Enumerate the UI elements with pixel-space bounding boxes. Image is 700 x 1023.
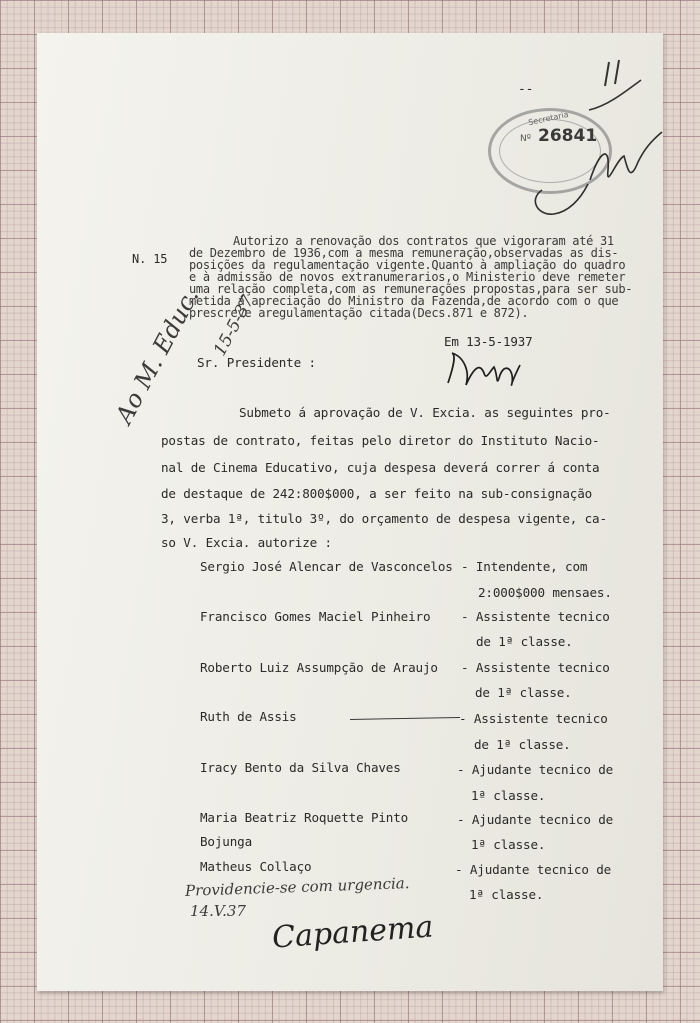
staff-role: - Assistente tecnico [461,660,610,675]
staff-role-detail: 1ª classe. [469,887,544,902]
despacho-date: Em 13-5-1937 [444,334,533,349]
staff-name: Iracy Bento da Silva Chaves [200,760,401,775]
staff-role: - Ajudante tecnico de [455,862,612,877]
margin-note-line1: Ao M. Educ. [110,283,205,429]
body-line: nal de Cinema Educativo, cuja despesa deverá correr á conta [161,460,600,475]
staff-name: Matheus Collaço [200,859,312,874]
staff-role: - Intendente, com [461,559,588,574]
despacho-line: e à admissão de novos extranumerarios,o Ministerio deve remeter [189,270,626,284]
staff-name: Francisco Gomes Maciel Pinheiro [200,609,431,624]
despacho-number: N. 15 [132,252,168,266]
stamp-number: 26841 [538,126,598,146]
staff-role-detail: 2:000$000 mensaes. [478,585,612,600]
stamp-label: Secretaria [527,109,570,128]
body-line: Submeto á aprovação de V. Excia. as seguintes pro- [239,405,611,420]
stamp-prefix: Nº [520,134,531,144]
staff-role: - Assistente tecnico [459,711,608,726]
body-line: so V. Excia. autorize : [161,535,332,550]
body-line: postas de contrato, feitas pelo diretor do Instituto Nacio- [161,433,600,448]
staff-name: Maria Beatriz Roquette Pinto [200,810,409,825]
staff-name: Ruth de Assis [200,709,297,724]
staff-role-detail: de 1ª classe. [476,634,573,649]
staff-role: - Ajudante tecnico de [457,762,614,777]
staff-name-continued: Bojunga [200,834,253,849]
despacho-line: prescreve aregulamentação citada(Decs.871 e 872). [189,306,529,320]
staff-name: Sergio José Alencar de Vasconcelos [200,559,453,574]
corner-check-marks [585,58,645,118]
despacho-line: uma relação completa,com as remunerações propostas,para ser sub- [189,282,633,296]
despacho-line: posições da regulamentação vigente.Quanto à ampliação do quadro [189,258,626,272]
body-line: de destaque de 242:800$000, a ser feito na sub-consignação [161,486,593,501]
salutation: Sr. Presidente : [197,355,316,370]
stamp-signature-scribble [520,120,670,220]
despacho-line: metida á apreciação do Ministro da Fazenda,de acordo com o que [189,294,619,308]
staff-role-detail: 1ª classe. [471,837,546,852]
despacho-line: Autorizo a renovação dos contratos que vigoraram até 31 [233,234,614,248]
despacho-line: de Dezembro de 1936,com a mesma remuneração,observadas as dis- [189,246,619,260]
staff-role: - Ajudante tecnico de [457,812,614,827]
staff-role-detail: de 1ª classe. [475,685,572,700]
vargas-signature [440,345,530,395]
closing-note-date: 14.V.37 [190,902,246,920]
margin-note-date: 15-5-37 [210,292,259,360]
staff-role-detail: de 1ª classe. [474,737,571,752]
body-line: 3, verba 1ª, titulo 3º, do orçamento de despesa vigente, ca- [161,511,607,526]
capanema-signature: Capanema [270,909,435,956]
staff-name: Roberto Luiz Assumpção de Araujo [200,660,438,675]
top-mark: -- [518,82,534,97]
staff-role-detail: 1ª classe. [471,788,546,803]
closing-note: Providencie-se com urgencia. [184,874,410,900]
staff-role: - Assistente tecnico [461,609,610,624]
